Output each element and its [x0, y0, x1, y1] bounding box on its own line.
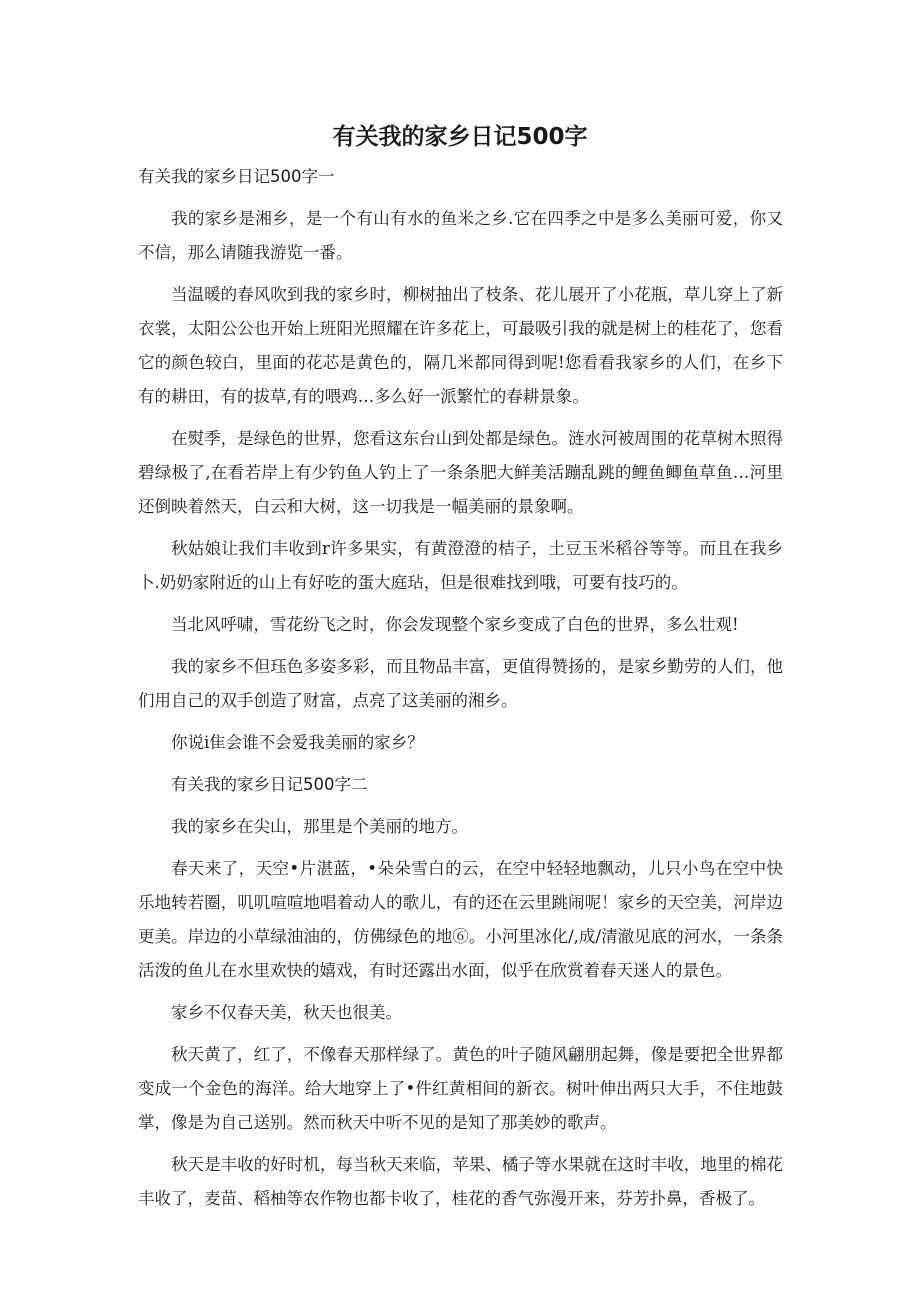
paragraph: 当北风呼啸，雪花纷飞之时，你会发现整个家乡变成了白色的世界，多么壮观! — [171, 615, 739, 634]
paragraph: 我的家乡是湘乡，是一个有山有水的鱼米之乡.它在四季之中是多么美丽可爱，你又不信，那么请随我游览一番。 — [138, 209, 783, 262]
paragraph: 家乡不仅春天美，秋天也很美。 — [171, 1003, 402, 1022]
document-body — [138, 160, 783, 1224]
paragraph: 春天来了，天空•片湛蓝，•朵朵雪白的云，在空中轻轻地飘动，儿只小鸟在空中快乐地转若圈，叽叽喧喧地唱着动人的歌儿，有的还在云里跳闹呢！家乡的天空美，河岸边更美。岸边的小草绿油油的，仿佛绿色的地⑥。小河里冰化/,成/清澈见底的河水，一条条活泼的鱼儿在水里欢快的嬉戏，有时还露出水面，似乎在欣赏着春天迷人的景色。 — [138, 859, 783, 980]
section-heading-2: 有关我的家乡日记500字二 — [171, 775, 368, 794]
paragraph: 秋姑娘让我们丰收到r许多果实，有黄澄澄的桔子，土豆玉米稻谷等等。而且在我乡卜.奶奶家附近的山上有好吃的蛋大庭玷，但是很难找到哦，可要有技巧的。 — [138, 539, 783, 592]
paragraph: 在熨季，是绿色的世界，您看这东台山到处都是绿色。涟水河被周围的花草树木照得碧绿极了,在看若岸上有少钓鱼人钓上了一条条肥大鲜美活蹦乱跳的鲤鱼鲫鱼草鱼…河里还倒映着然天，白云和大树，这一切我是一幅美丽的景象啊。 — [138, 429, 783, 516]
paragraph: 秋天黄了，红了，不像春天那样绿了。黄色的叶子随风翩朋起舞，像是要把全世界都变成一个金色的海洋。给大地穿上了•件红黄相间的新衣。树叶伸出两只大手，不住地鼓掌，像是为自己送别。然而秋天中听不见的是知了那美妙的歌声。 — [138, 1045, 783, 1132]
paragraph: 秋天是丰收的好时机，每当秋天来临，苹果、橘子等水果就在这时丰收，地里的棉花丰收了，麦苗、稻柚等农作物也都卡收了，桂花的香气弥漫开来，芬芳扑鼻，香极了。 — [138, 1155, 783, 1208]
section-heading-1: 有关我的家乡日记500字一 — [138, 167, 335, 186]
paragraph: 我的家乡在尖山，那里是个美丽的地方。 — [171, 817, 468, 836]
paragraph: 我的家乡不但珏色多姿多彩，而且物品丰富，更值得赞扬的，是家乡勤劳的人们，他们用自己的双手创造了财富，点亮了这美丽的湘乡。 — [138, 657, 783, 710]
paragraph: 当温暖的春风吹到我的家乡时，柳树抽出了枝条、花儿展开了小花瓶，草儿穿上了新衣裳，太阳公公也开始上班阳光照耀在许多花上，可最吸引我的就是树上的桂花了，您看它的颜色较白，里面的花芯是黄色的，隔几米都同得到呢!您看看我家乡的人们，在乡下有的耕田，有的拔草,有的喂鸡…多么好一派繁忙的春耕景象。 — [138, 285, 783, 406]
page-title: 有关我的家乡日记500字 — [332, 124, 588, 150]
paragraph: 你说i隹会谁不会爱我美丽的家乡？ — [171, 733, 424, 752]
